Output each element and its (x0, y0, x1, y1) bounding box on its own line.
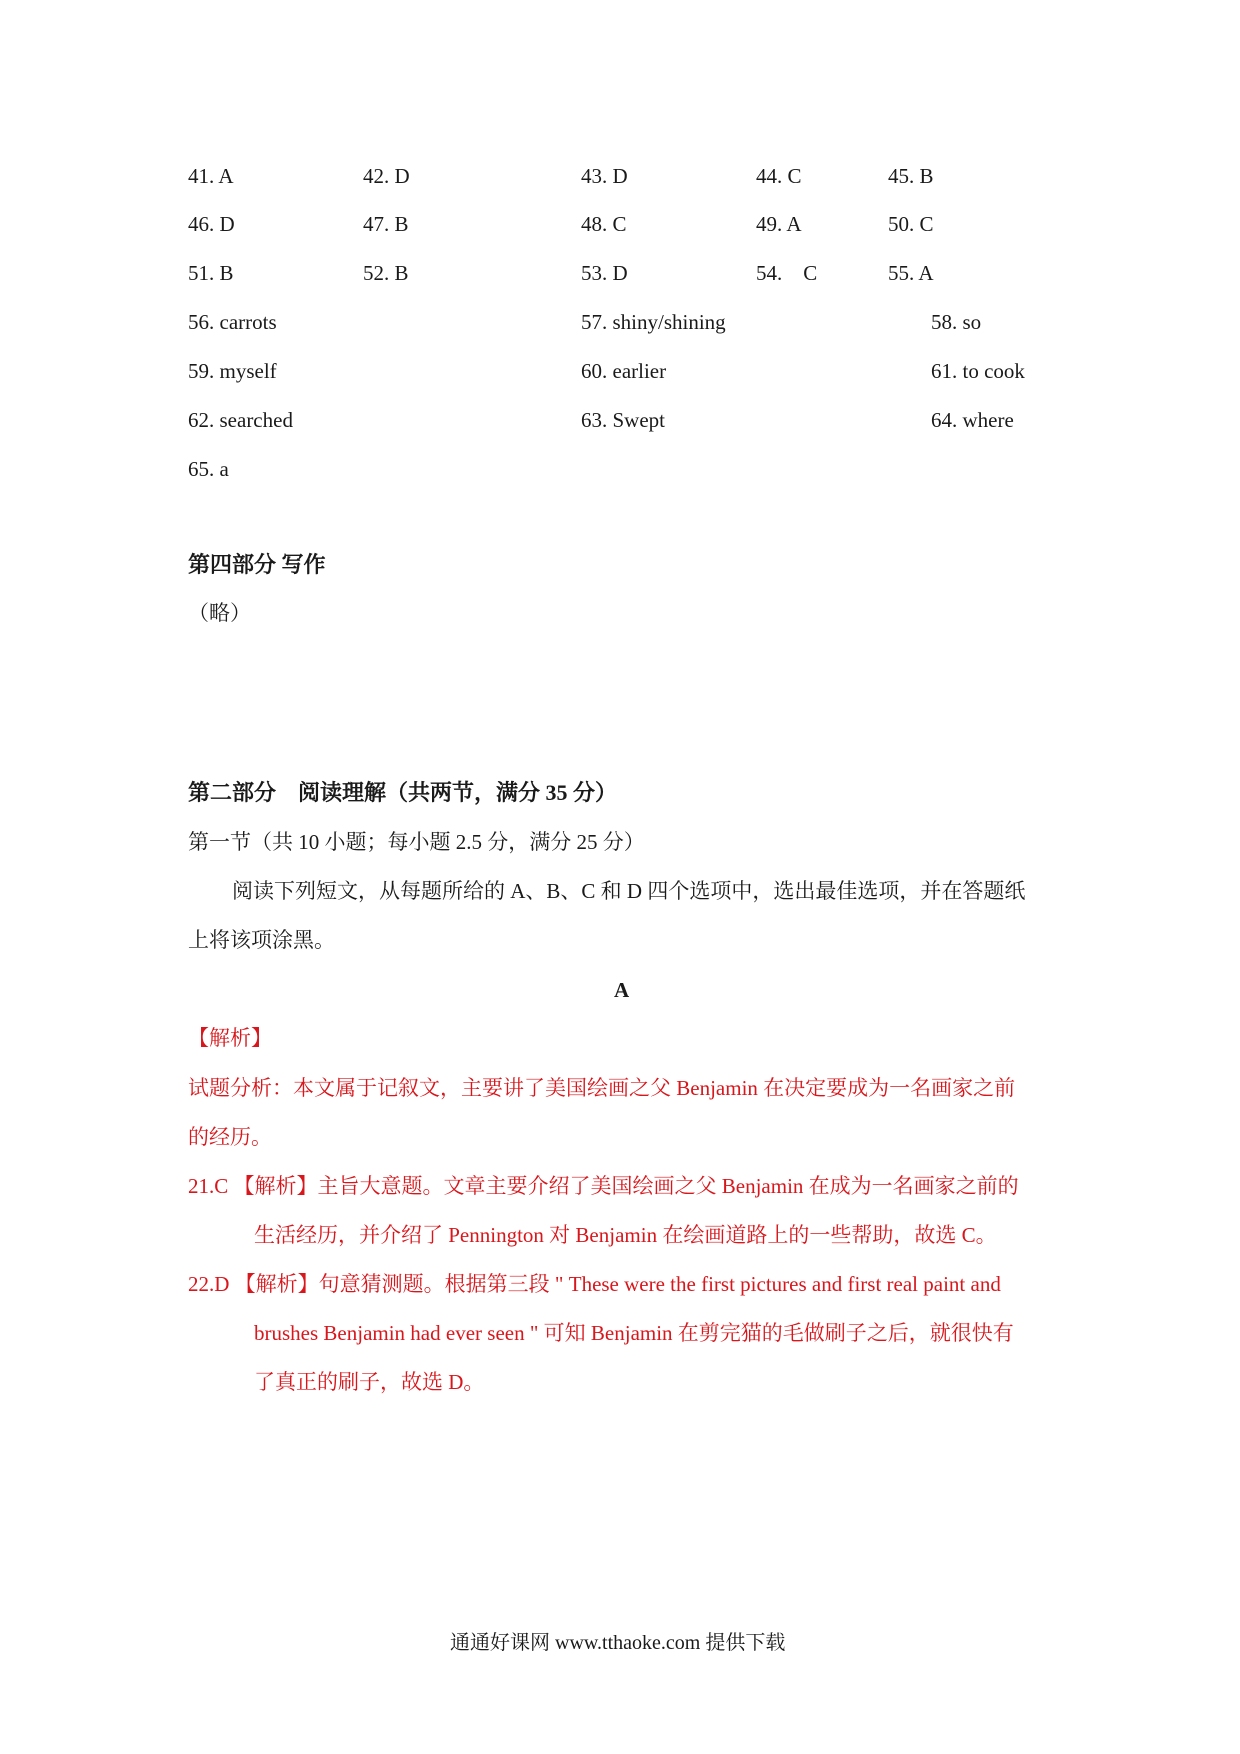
answer-62: 62. searched (188, 408, 293, 432)
q21-analysis-line-1: 21.C 【解析】主旨大意题。文章主要介绍了美国绘画之父 Benjamin 在成为一名画家之前的 (188, 1174, 1019, 1198)
answer-54: 54. C (756, 261, 818, 285)
writing-title: 第四部分 写作 (188, 552, 326, 577)
writing-note: （略） (188, 601, 251, 625)
answer-43: 43. D (581, 164, 628, 188)
analysis-line-2: 的经历。 (188, 1125, 272, 1149)
answer-58: 58. so (931, 310, 982, 334)
reading-title: 第二部分 阅读理解（共两节，满分 35 分） (188, 780, 618, 805)
q22-analysis-line-1: 22.D 【解析】句意猜测题。根据第三段 " These were the first pictures and first real paint and (188, 1272, 1001, 1296)
answer-41: 41. A (188, 164, 234, 188)
answer-46: 46. D (188, 212, 235, 236)
answer-44: 44. C (756, 164, 802, 188)
passage-label: A (614, 978, 630, 1002)
answer-51: 51. B (188, 261, 234, 285)
answer-65: 65. a (188, 457, 229, 481)
answer-50: 50. C (888, 212, 934, 236)
answer-42: 42. D (363, 164, 410, 188)
page-footer: 通通好课网 www.tthaoke.com 提供下载 (450, 1632, 786, 1654)
analysis-label: 【解析】 (188, 1026, 272, 1050)
answer-59: 59. myself (188, 359, 277, 383)
answer-48: 48. C (581, 212, 627, 236)
answer-61: 61. to cook (931, 359, 1025, 383)
answer-64: 64. where (931, 408, 1014, 432)
answer-45: 45. B (888, 164, 934, 188)
reading-instruction-line-2: 上将该项涂黑。 (188, 928, 335, 952)
answer-63: 63. Swept (581, 408, 665, 432)
answer-56: 56. carrots (188, 310, 277, 334)
answer-49: 49. A (756, 212, 802, 236)
answer-60: 60. earlier (581, 359, 667, 383)
reading-instruction-line-1: 阅读下列短文，从每题所给的 A、B、C 和 D 四个选项中，选出最佳选项，并在答题纸 (232, 879, 1026, 903)
q21-analysis-line-2: 生活经历，并介绍了 Pennington 对 Benjamin 在绘画道路上的一些帮助，故选 C。 (254, 1223, 997, 1247)
reading-section-1: 第一节（共 10 小题；每小题 2.5 分，满分 25 分） (188, 830, 645, 854)
answer-47: 47. B (363, 212, 409, 236)
answer-53: 53. D (581, 261, 628, 285)
answer-55: 55. A (888, 261, 934, 285)
analysis-line-1: 试题分析：本文属于记叙文，主要讲了美国绘画之父 Benjamin 在决定要成为一名画家之前 (188, 1076, 1016, 1100)
answer-52: 52. B (363, 261, 409, 285)
q22-analysis-line-3: 了真正的刷子，故选 D。 (254, 1370, 485, 1394)
answer-57: 57. shiny/shining (581, 310, 726, 334)
q22-analysis-line-2: brushes Benjamin had ever seen " 可知 Benjamin 在剪完猫的毛做刷子之后，就很快有 (254, 1321, 1014, 1345)
